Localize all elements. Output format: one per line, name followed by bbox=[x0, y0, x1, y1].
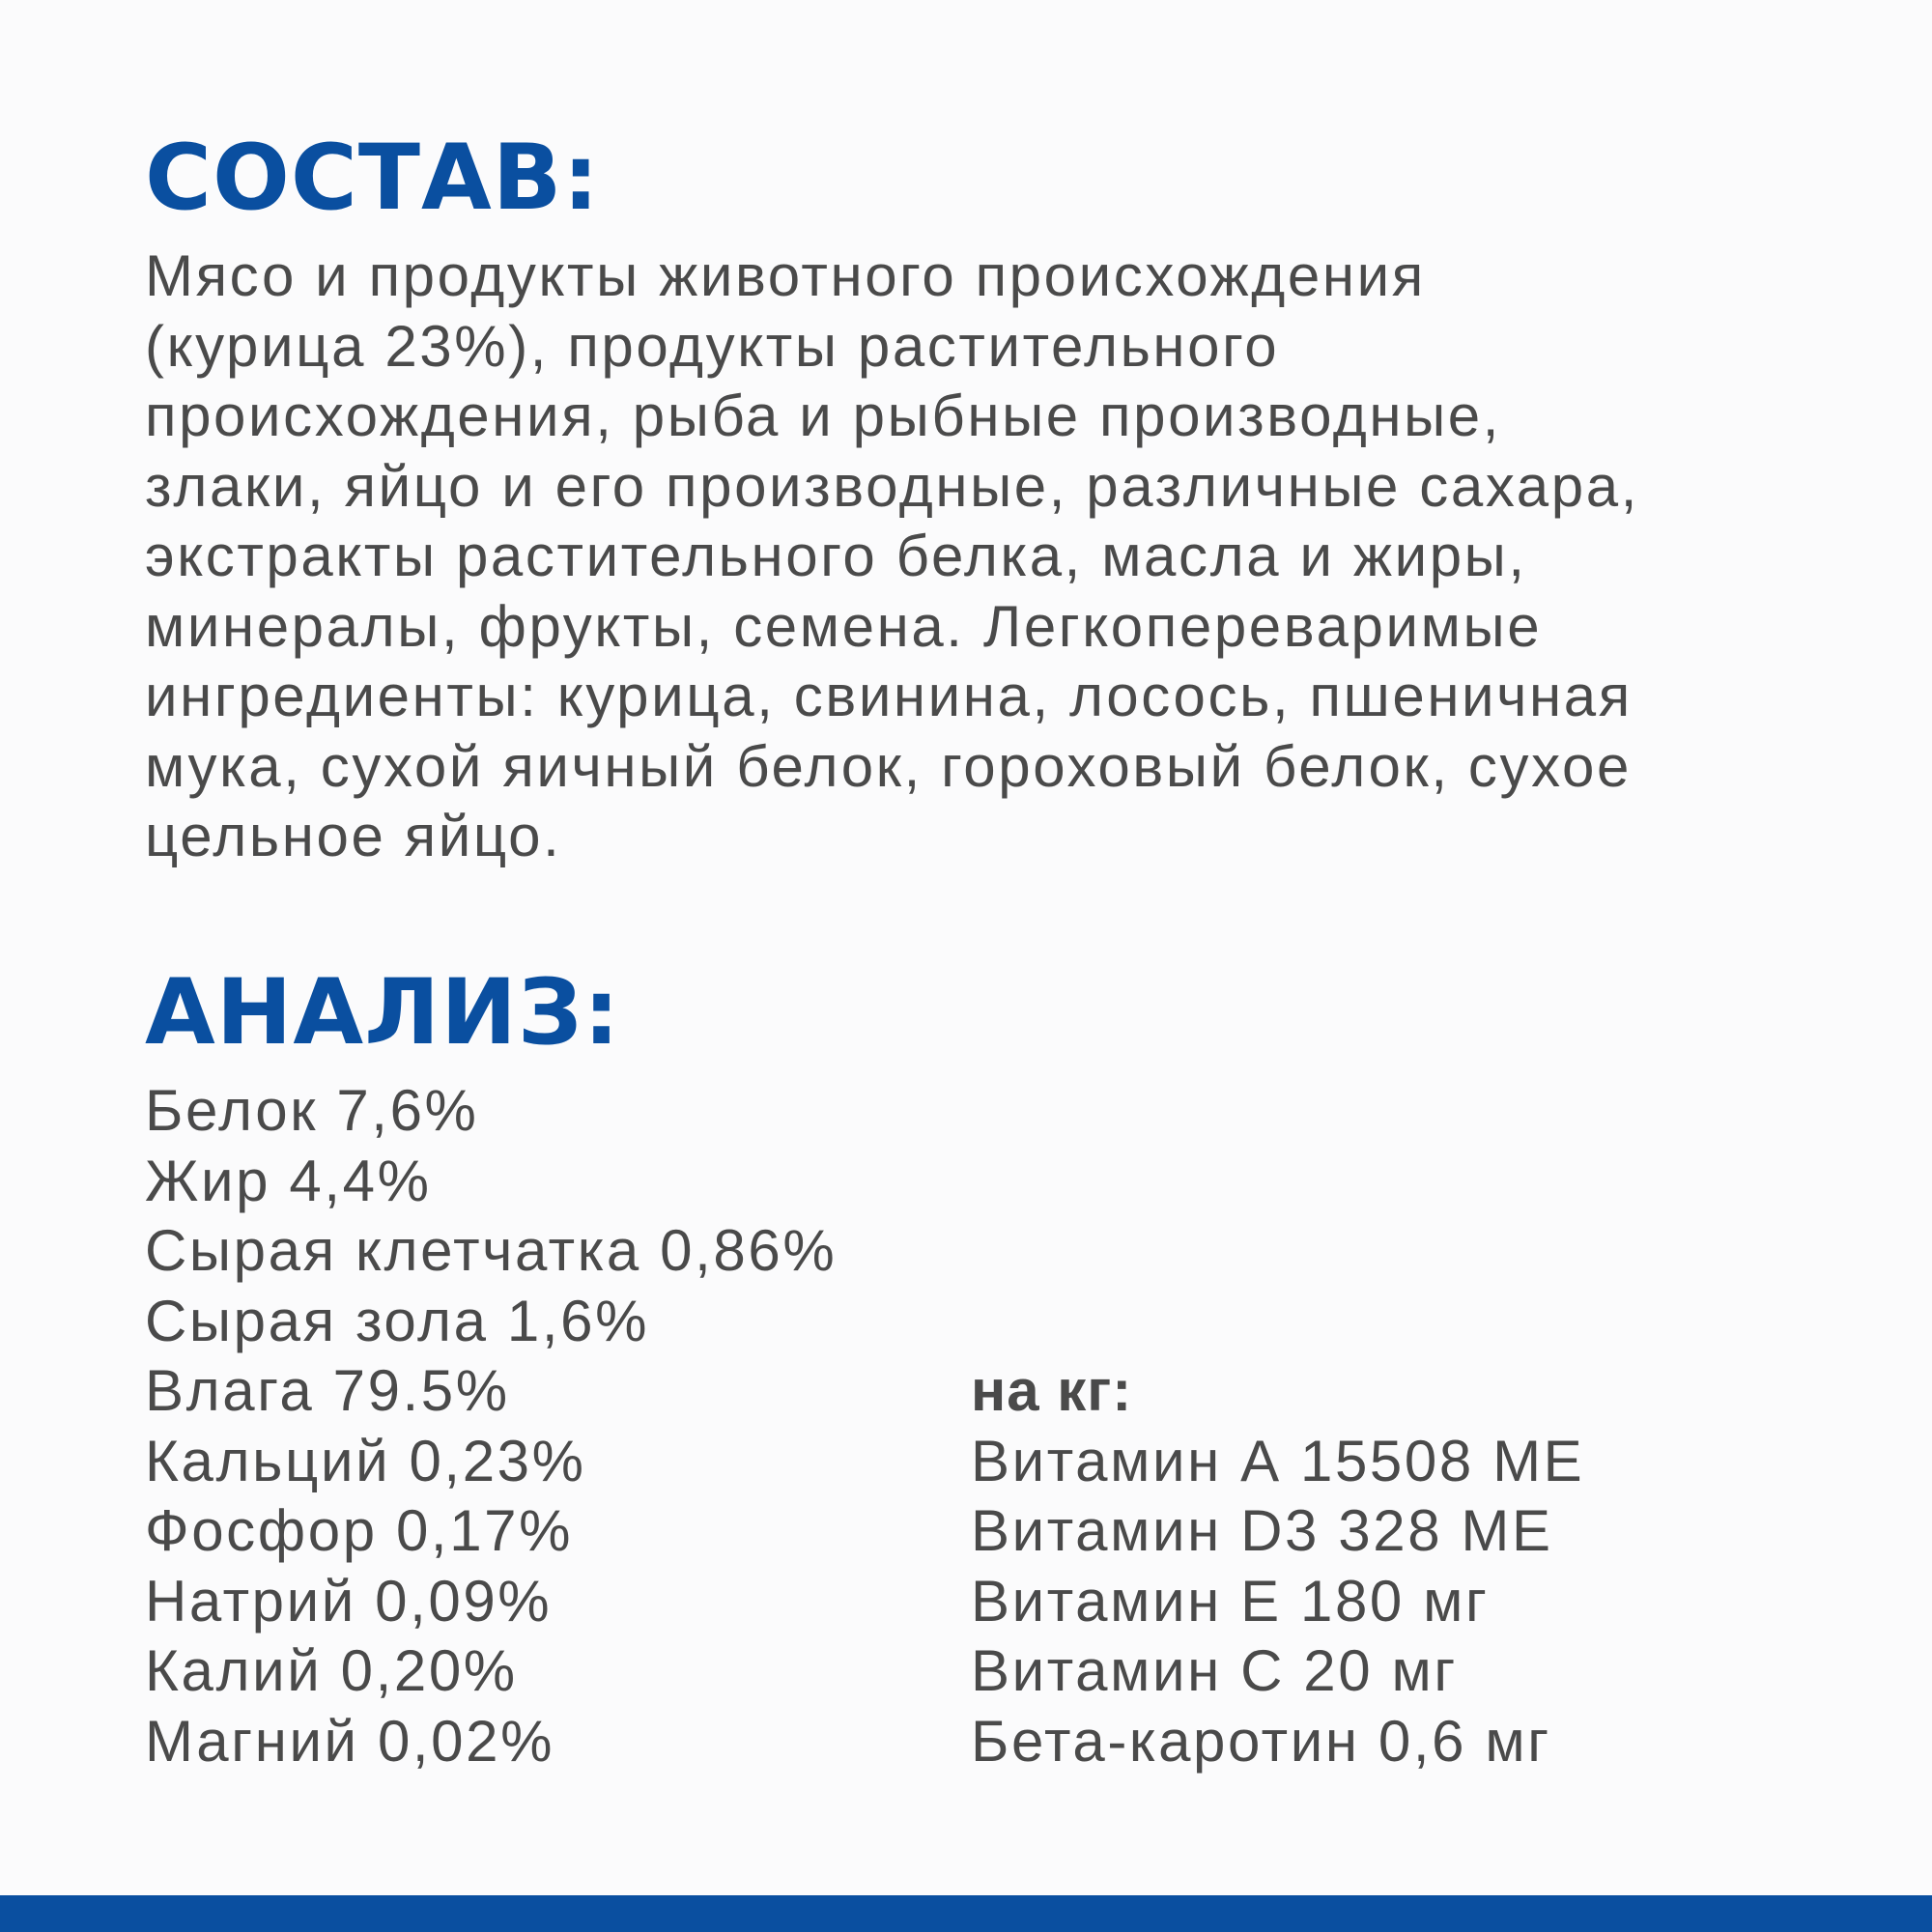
analysis-item-fat: Жир 4,4% bbox=[145, 1148, 432, 1213]
analysis-item-moisture: Влага 79.5% bbox=[145, 1358, 510, 1423]
analysis-item-crude-fiber: Сырая клетчатка 0,86% bbox=[145, 1218, 838, 1283]
analysis-list bbox=[145, 1076, 837, 1776]
vitamin-d3-item: Витамин D3 328 МЕ bbox=[971, 1498, 1553, 1563]
composition-line: (курица 23%), продукты растительного bbox=[145, 313, 1280, 379]
composition-line: мука, сухой яичный белок, гороховый белок, сухое bbox=[145, 733, 1632, 799]
composition-line: происхождения, рыба и рыбные производные, bbox=[145, 384, 1502, 448]
analysis-item-protein: Белок 7,6% bbox=[145, 1078, 479, 1143]
analysis-item-calcium: Кальций 0,23% bbox=[145, 1428, 586, 1493]
per-kg-list bbox=[971, 1427, 1584, 1777]
composition-line: злаки, яйцо и его производные, различные сахара, bbox=[145, 453, 1639, 519]
composition-heading: СОСТАВ: bbox=[145, 126, 600, 231]
composition-line: цельное яйцо. bbox=[145, 804, 562, 868]
per-kg-section bbox=[971, 1356, 1584, 1776]
analysis-heading: АНАЛИЗ: bbox=[145, 960, 621, 1065]
analysis-item-sodium: Натрий 0,09% bbox=[145, 1568, 553, 1634]
composition-line: ингредиенты: курица, свинина, лосось, пшеничная bbox=[145, 664, 1633, 728]
bottom-accent-bar bbox=[0, 1895, 1932, 1932]
composition-line: экстракты растительного белка, масла и жиры, bbox=[145, 524, 1527, 588]
composition-line: минералы, фрукты, семена. Легкопереваримые bbox=[145, 593, 1543, 659]
vitamin-a-item: Витамин А 15508 МЕ bbox=[971, 1428, 1585, 1493]
composition-line: Мясо и продукты животного происхождения bbox=[145, 243, 1426, 308]
analysis-item-crude-ash: Сырая зола 1,6% bbox=[145, 1288, 650, 1353]
composition-text bbox=[145, 242, 1729, 872]
per-kg-title: на кг: bbox=[971, 1358, 1133, 1423]
analysis-item-potassium: Калий 0,20% bbox=[145, 1638, 518, 1703]
vitamin-c-item: Витамин С 20 мг bbox=[971, 1638, 1458, 1703]
analysis-item-phosphorus: Фосфор 0,17% bbox=[145, 1498, 574, 1563]
beta-carotene-item: Бета-каротин 0,6 мг bbox=[971, 1708, 1551, 1774]
analysis-item-magnesium: Магний 0,02% bbox=[145, 1708, 555, 1774]
vitamin-e-item: Витамин Е 180 мг bbox=[971, 1568, 1490, 1634]
